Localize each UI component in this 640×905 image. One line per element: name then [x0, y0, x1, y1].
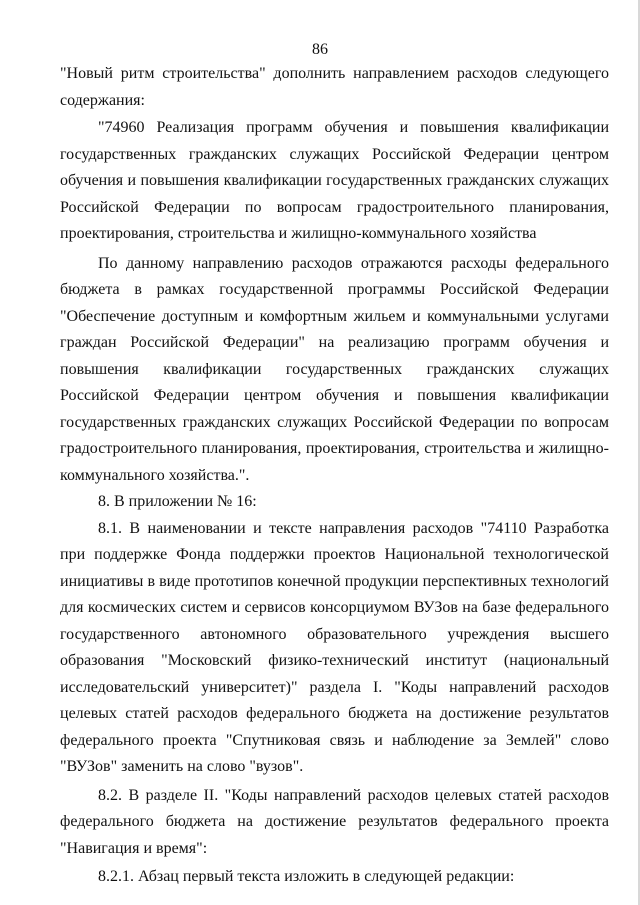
paragraph-expense-description: По данному направлению расходов отражаются расходы федерального бюджета в рамках государственной программы Российской Федерации "Обеспечение доступным и комфортным жильем и коммунальными услугами граждан Российской Федерации" на реализацию программ обучения и повышения квалификации государственных гражданских служащих Российской Федерации центром обучения и повышения квалификации государственных гражданских служащих Российской Федерации по вопросам градостроительного планирования, проектирования, строительства и жилищно-коммунального хозяйства.".	[60, 254, 609, 484]
paragraph-item-8: 8. В приложении № 16:	[98, 493, 257, 510]
paragraph-item-8-1: 8.1. В наименовании и тексте направления расходов "74110 Разработка при поддержке Фонда поддержки проектов Национальной технологической инициативы в виде прототипов конечной продукции перспективных технологий для космических систем и сервисов консорциумом ВУЗов на базе федерального государственного автономного образовательного учреждения высшего образования "Московский физико-технический институт (национальный исследовательский университет)" раздела I. "Коды направлений расходов целевых статей расходов федерального бюджета на достижение результатов федерального проекта "Спутниковая связь и наблюдение за Землей" слово "ВУЗов" заменить на слово "вузов".	[60, 519, 609, 775]
document-body	[60, 61, 609, 891]
paragraph-intro: "Новый ритм строительства" дополнить направлением расходов следующего содержания:	[60, 65, 609, 109]
paragraph-item-8-2: 8.2. В разделе II. "Коды направлений расходов целевых статей расходов федерального бюджета на достижение результатов федерального проекта "Навигация и время":	[60, 786, 609, 857]
page-number: 86	[312, 41, 328, 58]
paragraph-expense-direction-74960: "74960 Реализация программ обучения и повышения квалификации государственных гражданских служащих Российской Федерации центром обучения и повышения квалификации государственных гражданских служащих Российской Федерации по вопросам градостроительного планирования, проектирования, строительства и жилищно-коммунального хозяйства	[60, 119, 609, 242]
paragraph-item-8-2-1: 8.2.1. Абзац первый текста изложить в следующей редакции:	[98, 868, 515, 885]
